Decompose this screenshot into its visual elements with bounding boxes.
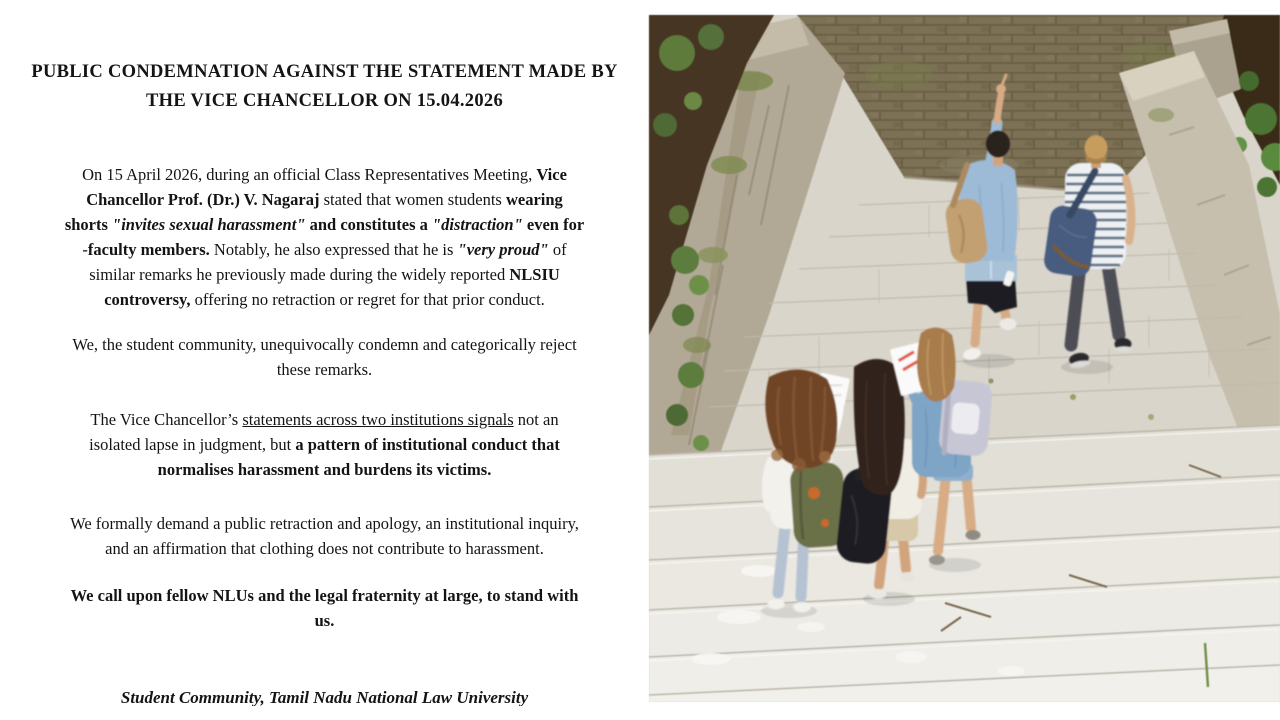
white-pocket	[951, 402, 981, 435]
text-run: stated that women students	[319, 190, 506, 209]
paragraph-line	[14, 357, 635, 382]
dark-hair	[986, 131, 1010, 158]
long-dark-hair	[854, 359, 905, 495]
paragraph	[14, 162, 635, 312]
jeans	[778, 527, 785, 593]
orange-patch	[808, 487, 820, 499]
paragraph-line	[14, 212, 635, 237]
paragraph-line	[14, 536, 635, 561]
text-run: controversy,	[104, 290, 191, 309]
paragraph	[14, 511, 635, 561]
paragraph-line	[14, 583, 635, 608]
text-run: normalises harassment and burdens its victims.	[157, 460, 492, 479]
paragraph-line	[14, 608, 635, 633]
text-run: these remarks.	[276, 360, 373, 379]
text-run: We call upon fellow NLUs and the legal fraternity at large, to stand with	[70, 586, 579, 605]
text-run: a pattern of institutional conduct that	[295, 435, 560, 454]
students-staircase-photo	[649, 15, 1280, 702]
text-run: "invites sexual harassment"	[112, 215, 306, 234]
text-run: statements across two institutions signals	[242, 410, 514, 429]
text-run: and an affirmation that clothing does not contribute to harassment.	[105, 539, 544, 558]
text-run: "distraction"	[432, 215, 523, 234]
document-signoff: Student Community, Tamil Nadu National Law University	[120, 688, 529, 706]
text-run: us.	[314, 611, 335, 630]
text-run: NLSIU	[509, 265, 560, 284]
document-paragraphs	[14, 162, 635, 633]
paragraph-line	[14, 511, 635, 536]
paragraph	[14, 583, 635, 633]
text-run: even for	[526, 215, 585, 234]
paragraph-line	[14, 332, 635, 357]
text-run: Chancellor Prof. (Dr.) V. Nagaraj	[86, 190, 320, 209]
paragraph	[14, 332, 635, 382]
text-run: Vice	[536, 165, 567, 184]
paragraph-line	[14, 432, 635, 457]
paragraph-line	[14, 457, 635, 482]
paragraph-line	[14, 237, 635, 262]
text-run: isolated lapse in judgment, but	[89, 435, 296, 454]
text-run: We, the student community, unequivocally condemn and categorically reject	[72, 335, 577, 354]
text-run: offering no retraction or regret for that prior conduct.	[190, 290, 545, 309]
paragraph-line	[14, 262, 635, 287]
text-run: We formally demand a public retraction and apology, an institutional inquiry,	[70, 514, 579, 533]
text-run: and constitutes a	[309, 215, 428, 234]
paragraph-line	[14, 287, 635, 312]
text-run: On 15 April 2026, during an official Class Representatives Meeting,	[82, 165, 537, 184]
title-line: PUBLIC CONDEMNATION AGAINST THE STATEMENT MADE BY	[31, 62, 618, 82]
condemnation-document	[0, 0, 649, 706]
staircase-photo-art	[649, 15, 1280, 702]
text-run: of	[548, 240, 567, 259]
text-run: not an	[513, 410, 559, 429]
text-run: Notably, he also expressed that he is	[209, 240, 458, 259]
text-run: wearing	[505, 190, 563, 209]
text-run: shorts	[64, 215, 108, 234]
document-title	[14, 58, 635, 116]
text-run: similar remarks he previously made during the widely reported	[89, 265, 510, 284]
text-run: -	[82, 240, 88, 259]
document-body	[0, 58, 649, 706]
paragraph-line	[14, 187, 635, 212]
light-brown-hair	[917, 327, 956, 401]
text-run: The Vice Chancellor’s	[90, 410, 243, 429]
paragraph	[14, 407, 635, 482]
title-line: THE VICE CHANCELLOR ON 15.04.2026	[146, 91, 503, 111]
text-run: "very proud"	[457, 240, 549, 259]
paragraph-line	[14, 407, 635, 432]
text-run: faculty members.	[87, 240, 210, 259]
paragraph-line	[14, 162, 635, 187]
